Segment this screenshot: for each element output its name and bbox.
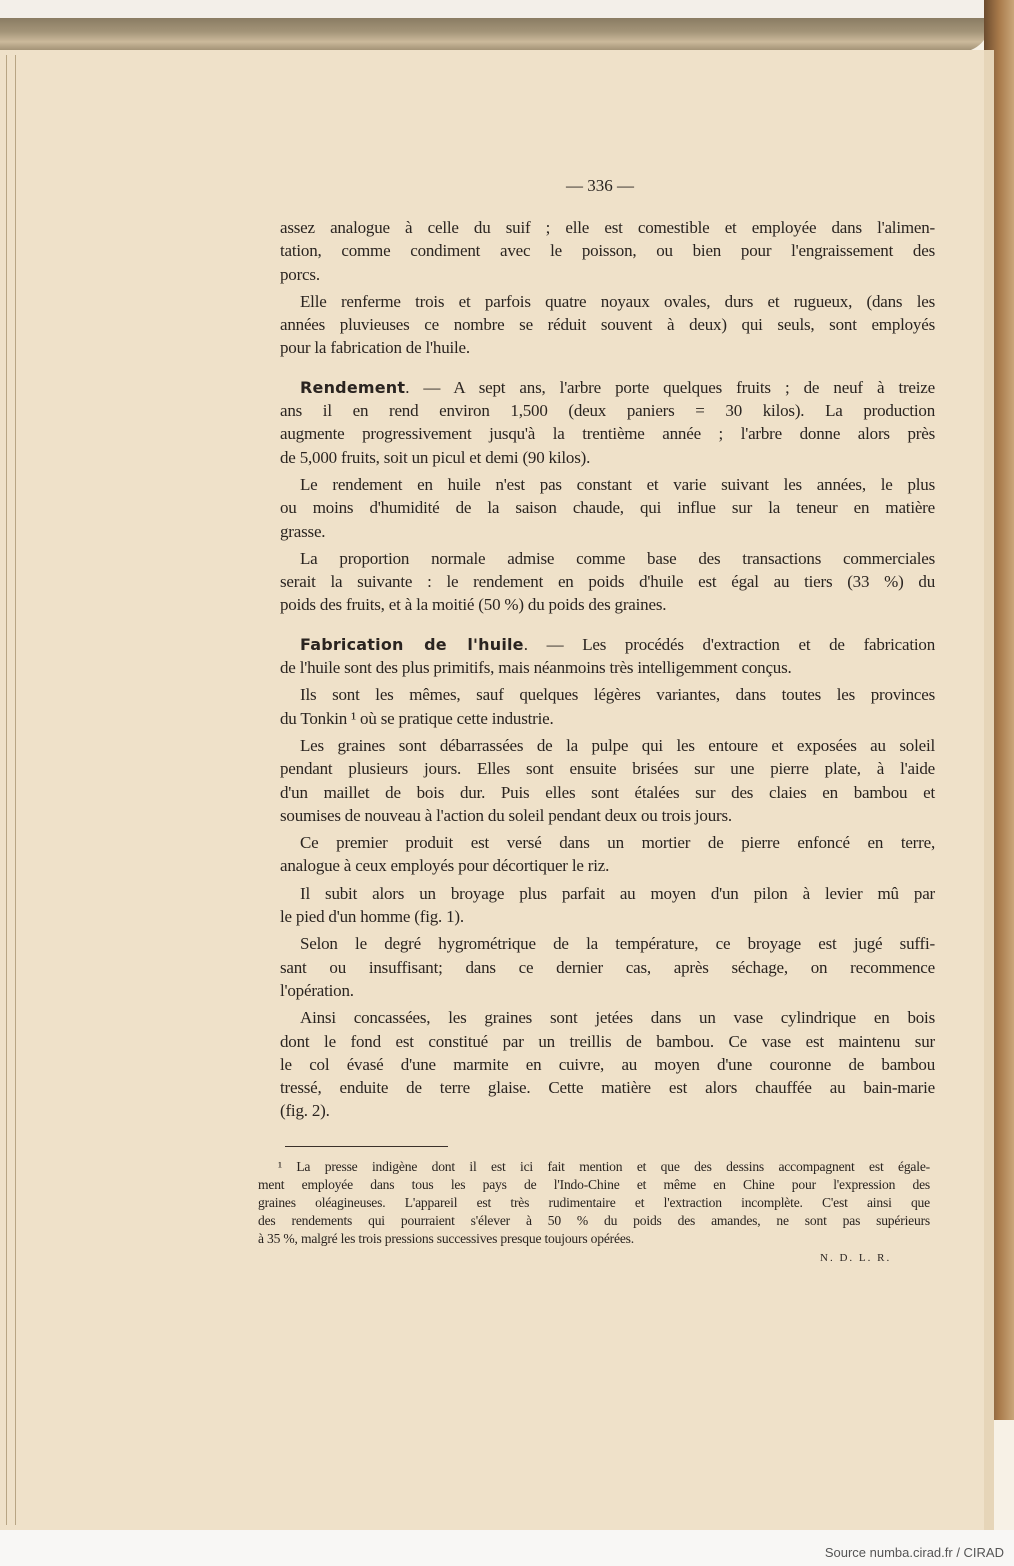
paragraph <box>280 882 935 929</box>
text-line: Ce premier produit est versé dans un mortier de pierre enfoncé en terre, <box>300 833 935 853</box>
text-line: l'opération. <box>280 980 354 1000</box>
body-text <box>280 216 935 1127</box>
paragraph <box>280 683 935 730</box>
text-line: Ainsi concassées, les graines sont jetées dans un vase cylindrique en bois <box>300 1008 935 1028</box>
text-line: tation, comme condiment avec le poisson, ou bien pour l'engraissement des <box>280 241 935 261</box>
text-line-rest: . — Les procédés d'extraction et de fabrication <box>523 634 936 654</box>
paragraph <box>280 473 935 543</box>
text-line: porcs. <box>280 264 320 284</box>
paragraph <box>280 734 935 827</box>
text-line: le col évasé d'une marmite en cuivre, au moyen d'une couronne de bambou <box>280 1054 935 1074</box>
paragraph <box>280 1006 935 1122</box>
background <box>0 0 1014 20</box>
section-heading: Rendement <box>300 377 406 397</box>
page-stack-edge <box>6 55 16 1525</box>
text-line: (fig. 2). <box>280 1101 330 1121</box>
text-line: soumises de nouveau à l'action du soleil pendant deux ou trois jours. <box>280 805 732 825</box>
text-line-rest: . — A sept ans, l'arbre porte quelques fruits ; de neuf à treize <box>405 377 935 397</box>
text-line: dont le fond est constitué par un treillis de bambou. Ce vase est maintenu sur <box>280 1031 935 1051</box>
text-line: Les graines sont débarrassées de la pulpe qui les entoure et exposées au soleil <box>300 735 935 755</box>
footnote-line: ¹ La presse indigène dont il est ici fait mention et que des dessins accompagnent est égale- <box>278 1159 930 1174</box>
source-credit: Source numba.cirad.fr / CIRAD <box>824 1545 1004 1560</box>
text-line: analogue à ceux employés pour décortiquer le riz. <box>280 856 610 876</box>
paragraph <box>280 831 935 878</box>
text-line: augmente progressivement jusqu'à la trentième année ; l'arbre donne alors près <box>280 424 935 444</box>
paragraph <box>280 547 935 617</box>
text-line: grasse. <box>280 521 326 541</box>
text-line: ou moins d'humidité de la saison chaude, qui influe sur la teneur en matière <box>280 498 935 518</box>
text-line: pour la fabrication de l'huile. <box>280 338 470 358</box>
footnote-line: des rendements qui pourraient s'élever à 50 % du poids des amandes, ne sont pas supérieurs <box>258 1213 930 1228</box>
text-line <box>280 633 935 656</box>
paragraph <box>280 290 935 360</box>
text-line: La proportion normale admise comme base des transactions commerciales <box>300 548 935 568</box>
footnote <box>258 1158 930 1248</box>
text-line: années pluvieuses ce nombre se réduit souvent à deux) qui seuls, sont employés <box>280 315 935 335</box>
text-line: d'un maillet de bois dur. Puis elles sont étalées sur des claies en bambou et <box>280 782 935 802</box>
page-number: — 336 — <box>566 176 634 195</box>
footnote-line: à 35 %, malgré les trois pressions successives presque toujours opérées. <box>258 1231 634 1246</box>
text-line: de l'huile sont des plus primitifs, mais néanmoins très intelligemment conçus. <box>280 658 792 678</box>
text-line: du Tonkin ¹ où se pratique cette industrie. <box>280 708 554 728</box>
text-line: Ils sont les mêmes, sauf quelques légères variantes, dans toutes les provinces <box>300 685 935 705</box>
text-line: le pied d'un homme (fig. 1). <box>280 907 464 927</box>
page-edges <box>0 18 990 52</box>
text-line: assez analogue à celle du suif ; elle est comestible et employée dans l'alimen- <box>280 218 935 237</box>
paragraph <box>280 216 935 286</box>
footnote-line: graines oléagineuses. L'appareil est très rudimentaire et l'extraction incomplète. C'est ainsi que <box>258 1195 930 1210</box>
footnote-line: ment employée dans tous les pays de l'Indo-Chine et même en Chine pour l'expression des <box>258 1177 930 1192</box>
text-line: ans il en rend environ 1,500 (deux paniers = 30 kilos). La production <box>280 401 935 421</box>
section-paragraph <box>280 633 935 680</box>
text-line: poids des fruits, et à la moitié (50 %) du poids des graines. <box>280 595 667 615</box>
paragraph <box>280 932 935 1002</box>
text-line: Elle renferme trois et parfois quatre noyaux ovales, durs et rugueux, (dans les <box>300 291 935 311</box>
footnote-signature: N. D. L. R. <box>820 1252 892 1264</box>
text-line: Selon le degré hygrométrique de la température, ce broyage est jugé suffi- <box>300 934 935 954</box>
text-line: sant ou insuffisant; dans ce dernier cas, après séchage, on recommence <box>280 957 935 977</box>
text-line: pendant plusieurs jours. Elles sont ensuite brisées sur une pierre plate, à l'aide <box>280 759 935 779</box>
text-line: de 5,000 fruits, soit un picul et demi (90 kilos). <box>280 447 591 467</box>
text-line: Il subit alors un broyage plus parfait au moyen d'un pilon à levier mû par <box>300 883 935 903</box>
text-line <box>280 376 935 399</box>
text-line: Le rendement en huile n'est pas constant et varie suivant les années, le plus <box>300 474 935 494</box>
text-line: tressé, enduite de terre glaise. Cette matière est alors chauffée au bain-marie <box>280 1078 935 1098</box>
section-paragraph <box>280 376 935 469</box>
section-heading: Fabrication de l'huile <box>300 634 524 654</box>
text-line: serait la suivante : le rendement en poids d'huile est égal au tiers (33 %) du <box>280 572 935 592</box>
footnote-rule <box>285 1146 448 1147</box>
